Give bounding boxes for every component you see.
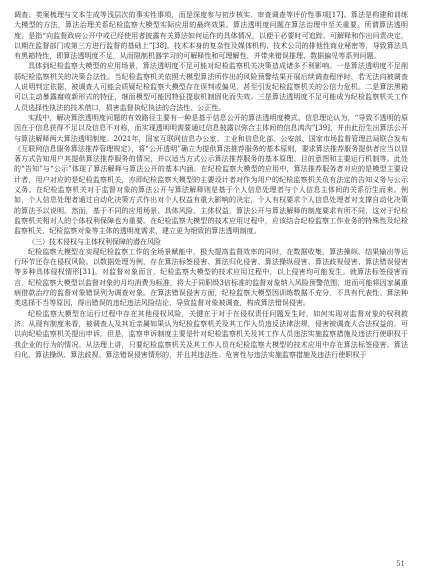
- section-heading: （三）技术侵权与主体权利保障的潜在风险: [28, 237, 161, 246]
- paragraph-5: 纪检监察大模型在运行过程中存在其他侵权风险，关键在于对于在侵权责任问题发生时，如何实现对监督对象的权利救济。从现有制度来看，被调查人及其近亲属如果认为纪检监察机关及其工作人员违反法律法规，侵害被调查人合法权益的，可以向纪检监察机关提出申诉。但是，监察申诉制度主要是针对纪检监察机关及其工作人员违法实施监察措施及违法行使职权于我企业的行为的情况。从法理上讲，只要纪检监察机关及其工作人员在纪检监察大模型的技术应用中存在算法标签侵害、算法归化、算法操纵、算法歧视、算法错误侵害情形的，并且其违法性、危害性与违法实施监察措施及违法行使职权于: [14, 309, 408, 359]
- paragraph-4: 纪检监察大模型在实现纪检监察工作的全场景赋能中，极大提高监督效率的同时，在数据收集、算法操纵、结果输出等运行环节还存在侵权风险。以数据处理为例，存在算法标签侵害、算法归化侵害、算法操纵侵害、算法歧视侵害、算法错误侵害等多种具体侵权情形[31]。对监督对象而言，纪检监察大模型的技术应用过程中，以上侵害均可能发生。就算法标签侵害而言，纪检监察大模型以监督对象的月均消费为标准，将大于同职级3倍标准的监督对象纳入风险预警范围，进而可能将因家属重病借款治疗的监督对象错误列为调查对象。在算法错误侵害方面，纪检监察大模型因训练数据不充分、不具有代表性、算法种类选择不当等原因，得出错误的违纪违法风险结论，导致监督对象被调查，构成算法错误侵害。: [14, 247, 408, 308]
- paragraph-3: 实践中，解决算法透明度问题的有效路径主要有一种是基于信息公开的算法透明度模式。信息理论认为，“导致不透明的原因在于信息获得不足以及信息不对称，而实现透明明需要通过信息披露以弥合主体间的信息鸿沟”[39]，并由此衍生出算法公开与算法解释两大算法透明制度。2021年，国家互联网信息办公室、工业和信息化部、公安部、国家市场监督管理总局联合发布《互联网信息服务算法推荐管理规定》，将“公开透明”确立为提供算法推荐服务的基本原则，要求算法推荐服务提供者应当以显著方式告知用户其提供算法推荐服务的情况，并以适当方式公示算法推荐服务的基本原理、目的意图和主要运行机制等。此处的“告知”与“公示”体现了算法解释与算法公开的基本内涵。在纪检监察大模型的应用中，算法推荐服务者对应的是模型主要设计者，用户对应的是纪检监察机关，亦即纪检监察大模型的主要设计者对作为用户的纪检监察机关负有法定的告知义务与公示义务。在纪检监察机关对于监督对象的算法公开与算法解释则是基于个人信息处理者与个人信息主体间的关系衍生而来。例如，个人信息处理者通过自动化决策方式作出对个人权益有重大影响的决定，个人有权要求个人信息处理者对支撑自动化决策的算法予以说明。然而，基于不同的应用场景、具体风险、主体权益，算法公开与算法解释的制度要求有所不同，这对于纪检监察机关相对人的个体权利保障也为重要。在纪检监察大模型的技术应用过程中，应该结合纪检监察工作业务的特殊性及纪检监察机关、纪检监察对象等主体的透明度需求，建立更为细致的算法透明制度。: [14, 113, 408, 236]
- paragraph-2: 具体到纪检监察大模型的应用场景，算法透明度不足可能对纪检监察机关决策造成诸多不利影响。一是算法透明度不足削弱纪检监察机关的决策合法性。当纪检监察机关依照大模型算法所作出的风险预警结果开展后续调查程序时，若无法向被调查人说明判定依据，被调查人可能会质疑纪检监察大模型存在误判或偏见，甚至引发纪检监察机关的公信力危机。二是算法黑箱可以主动暴露腐败新形式的特征，继而模型可能因特征提取机制固化而失效。三是算法透明度不足可能成为纪检监察机关工作人员选择性执法的技术借口，损害监督执纪执法的合法性、公正性。: [14, 62, 408, 112]
- document-page: [14, 10, 408, 360]
- page-number: 51: [396, 560, 405, 568]
- paragraph-1: 调查、类案梳理与文本生成等浅层次的事实性事项，而是深度参与初步核实、审查调查等评价性事项[17]。算法是构建和训练大模型的方法，算法治理关系纪检监察大模型实际应用的最终效果。算法透明度问题在算法治理中至关重要。所谓算法透明度，是指“向监督政府公开中或已经使用者披露有关算法如何运作的具体情况，以便于必要时可追踪、可解释和作出问责决定，以期在监督部门或第三方进行监督的基础上”[38]。技术本身的复杂性及媒体机构、技术公司的排他性商业秘密等，导致算法具有黑箱特性，即算法透明度不足，从而限制机器学习的可解释性和可理解性，并带来错误推理、数据偏见等系列问题。: [14, 11, 408, 61]
